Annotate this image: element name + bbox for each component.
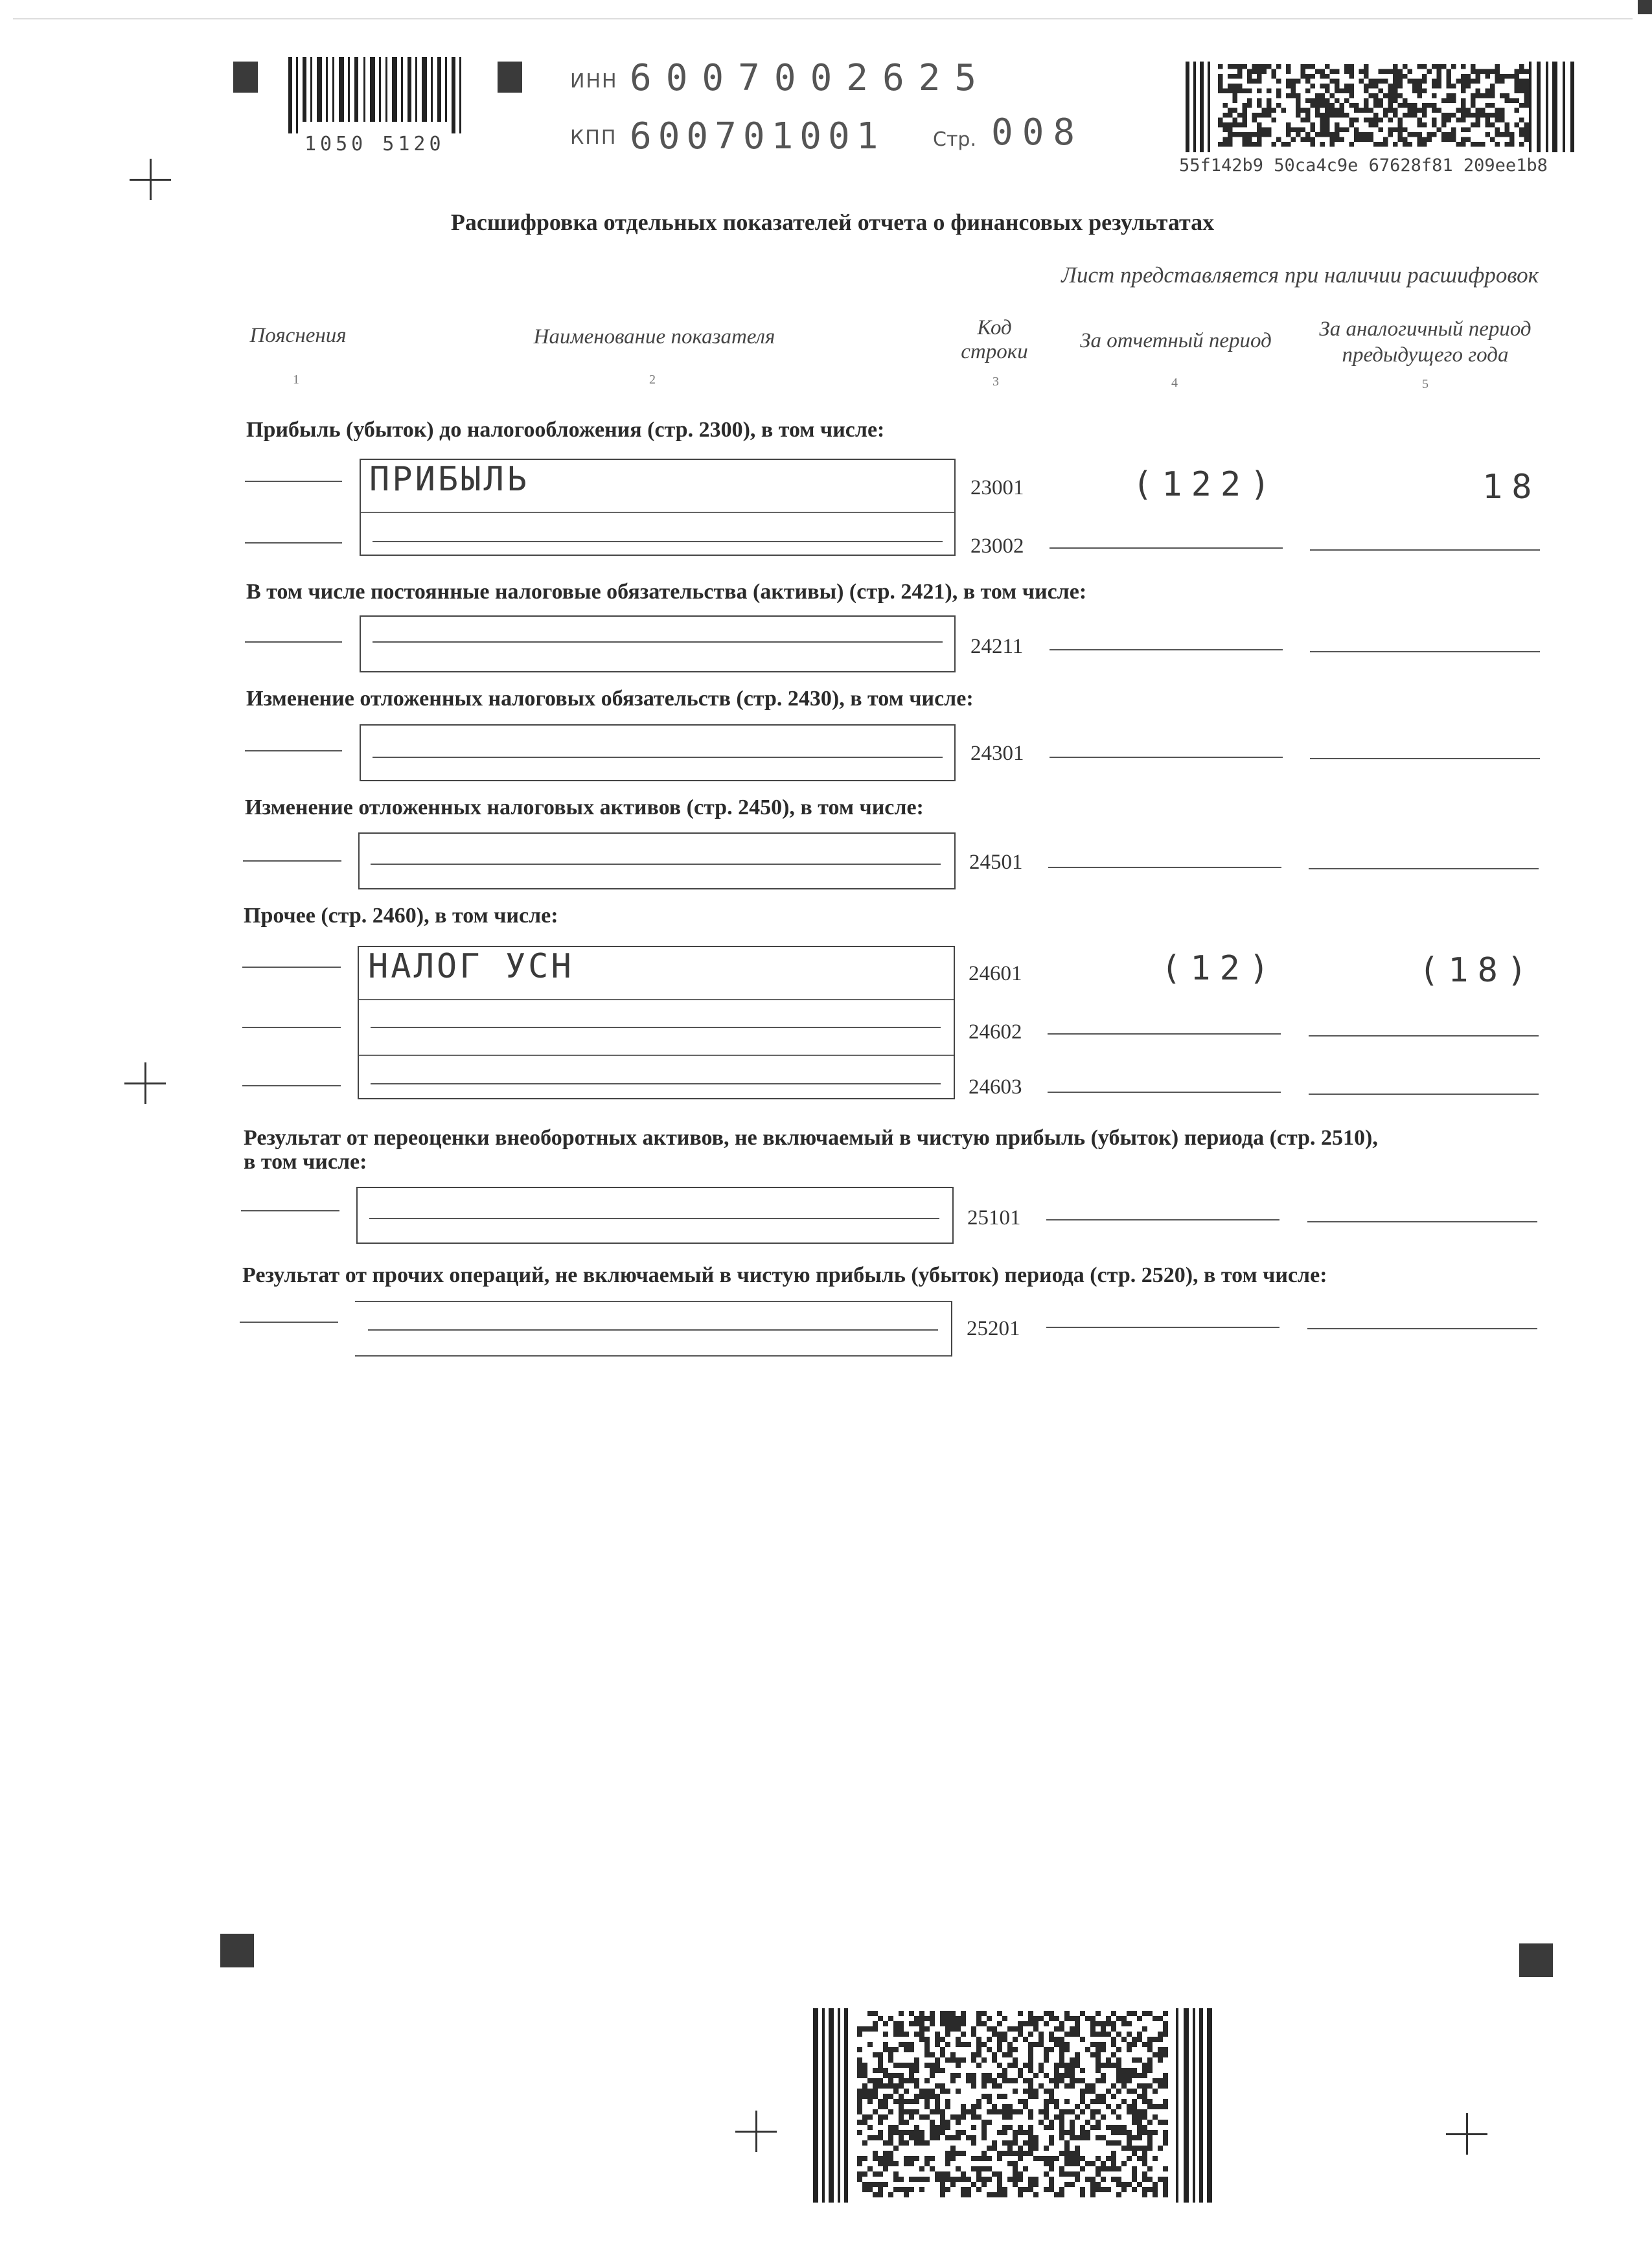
row-23001-previous: 18 [1482,468,1541,507]
value-line-previous [1309,868,1539,869]
column-header-explanations: Пояснения [249,324,347,347]
column-header-previous-period: За аналогичный период [1319,317,1532,341]
name-entry-line [373,757,943,758]
explanation-line [245,641,342,643]
page-title: Расшифровка отдельных показателей отчета о финансовых результатах [450,209,1215,235]
name-entry-line [355,1301,951,1302]
section-heading-2450: Изменение отложенных налоговых активов (стр. 2450), в том числе: [245,796,924,819]
explanation-line [245,750,342,751]
explanation-line [245,481,342,482]
corner-marker-top-mid [498,62,522,93]
value-line-previous [1309,1094,1539,1095]
explanation-line [240,1322,338,1323]
row-23001-current: (122) [1132,465,1279,504]
value-line-current [1050,757,1283,758]
value-line-current [1050,649,1283,650]
column-header-code: Код [977,316,1012,339]
name-cell-divider [359,999,954,1000]
value-line-previous [1310,758,1540,759]
explanation-line [241,1210,339,1211]
page-subtitle: Лист представляется при наличии расшифровок [1061,262,1539,288]
corner-marker-top-right [1638,0,1652,14]
column-header-current-period: За отчетный период [1080,329,1272,352]
row-24501-code: 24501 [969,851,1023,874]
column-header-previous-period-line2: предыдущего года [1342,343,1509,367]
registration-cross [130,159,171,200]
corner-marker-bottom-left [220,1934,254,1967]
column-header-indicator-name: Наименование показателя [533,325,775,349]
value-line-previous [1307,1221,1537,1222]
row-23001-name: ПРИБЫЛЬ [369,460,530,499]
code-cell-border [951,1301,952,1357]
name-cell-divider [359,1055,954,1056]
value-line-current [1046,1219,1279,1220]
explanation-line [243,860,341,862]
name-entry-line [371,1083,941,1084]
page-label: Стр. [933,128,977,151]
column-number: 1 [293,372,299,387]
barcode-top-right [1186,62,1587,152]
name-entry-line [373,541,943,542]
page-value: 008 [991,111,1084,154]
section-heading-2510-line2: в том числе: [244,1150,367,1174]
name-entry-line [355,1355,951,1357]
registration-cross [1446,2113,1487,2155]
section-heading-2520: Результат от прочих операций, не включаемый в чистую прибыль (убыток) периода (стр. 2520), в том числе: [242,1263,1327,1287]
registration-cross [124,1062,166,1104]
name-cell-divider [361,512,954,513]
column-header-code-line2: строки [961,340,1028,363]
section-heading-2421: В том числе постоянные налоговые обязательства (активы) (стр. 2421), в том числе: [246,580,1087,604]
value-line-current [1048,1033,1281,1035]
top-scan-edge [13,18,1633,19]
row-25201-code: 25201 [967,1317,1020,1340]
inn-label: ИНН [570,70,618,93]
row-24603-code: 24603 [969,1075,1022,1099]
name-entry-line [371,1027,941,1028]
value-line-previous [1307,1328,1537,1329]
name-box-2430 [360,724,956,781]
barcode-bottom [813,2008,1215,2203]
section-heading-2430: Изменение отложенных налоговых обязательств (стр. 2430), в том числе: [246,687,974,711]
value-line-current [1048,1092,1281,1093]
value-line-previous [1310,549,1540,551]
section-heading-2300: Прибыль (убыток) до налогообложения (стр. 2300), в том числе: [246,418,885,442]
explanation-line [245,542,342,544]
explanation-line [242,967,341,968]
row-24301-code: 24301 [970,742,1024,765]
value-line-current [1048,867,1281,868]
row-25101-code: 25101 [967,1206,1021,1230]
row-23002-code: 23002 [970,534,1024,558]
name-entry-line [368,1329,938,1331]
value-line-previous [1310,651,1540,652]
row-24601-code: 24601 [969,962,1022,985]
section-heading-2460: Прочее (стр. 2460), в том числе: [244,904,558,928]
registration-cross [735,2111,777,2152]
name-entry-line [373,641,943,643]
value-line-previous [1309,1035,1539,1037]
value-line-current [1050,547,1283,549]
value-line-current [1046,1327,1279,1328]
name-entry-line [369,1218,939,1219]
name-entry-line [371,864,941,865]
column-number: 3 [992,374,999,389]
name-box-2421 [360,615,956,672]
barcode-top-left [288,57,470,135]
row-24601-current: (12) [1161,949,1279,988]
corner-marker-top-left [233,62,258,93]
hash-code: 55f142b9 50ca4c9e 67628f81 209ee1b8 [1179,155,1548,176]
explanation-line [242,1085,341,1086]
corner-marker-bottom-right [1519,1943,1553,1977]
column-number: 4 [1171,376,1178,390]
row-24601-name: НАЛОГ УСН [368,947,574,986]
inn-value: 6007002625 [630,57,991,99]
row-23001-code: 23001 [970,476,1024,499]
barcode-number: 1050 5120 [304,133,445,155]
row-24602-code: 24602 [969,1020,1022,1044]
name-box-2450 [358,832,956,889]
name-box-2510 [356,1187,954,1244]
explanation-line [242,1027,341,1028]
kpp-value: 600701001 [630,115,885,157]
column-number: 5 [1422,377,1428,391]
column-number: 2 [649,372,656,387]
row-24211-code: 24211 [970,635,1024,658]
section-heading-2510: Результат от переоценки внеоборотных активов, не включаемый в чистую прибыль (убыток) периода (стр. 2510), [244,1126,1378,1150]
kpp-label: КПП [570,126,617,149]
row-24601-previous: (18) [1419,951,1537,990]
